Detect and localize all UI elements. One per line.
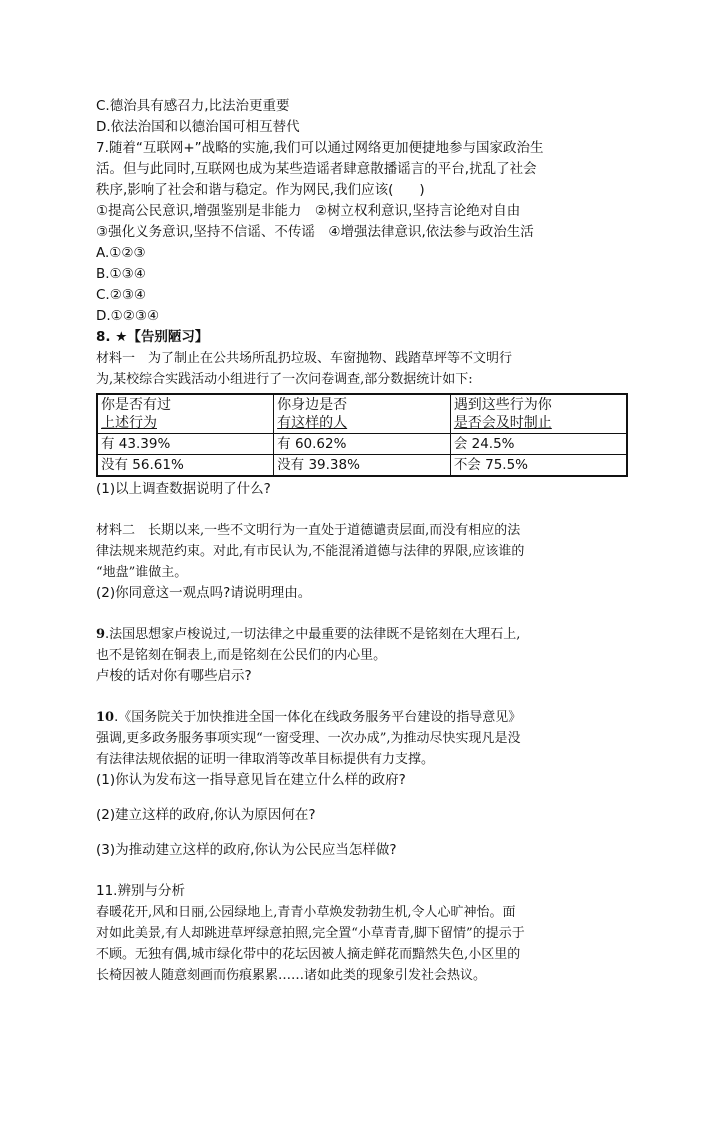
q8-sub-question-1: (1)以上调查数据说明了什么? — [96, 481, 271, 497]
q10-line: 有法律法规依据的证明一律取消等改革目标提供有力支撑。 — [96, 752, 435, 767]
table-row — [97, 434, 627, 455]
header-line: 你是否有过 — [101, 397, 171, 413]
question-9 — [96, 624, 626, 687]
header-line: 上述行为 — [101, 415, 157, 431]
q10-line — [96, 707, 626, 728]
header-line: 你身边是否 — [277, 397, 348, 413]
q10-sub-question-2: (2)建立这样的政府,你认为原因何在? — [96, 807, 316, 823]
q10-text: .《国务院关于加快推进全国一体化在线政务服务平台建设的指导意见》 — [114, 710, 522, 725]
q8-material-1-line: 材料一 为了制止在公共场所乱扔垃圾、车窗抛物、践踏草坪等不文明行 — [96, 351, 513, 366]
q6-option-c: C.德治具有感召力,比法治更重要 — [96, 98, 290, 114]
question-11 — [96, 881, 626, 986]
survey-table — [96, 393, 628, 477]
q8-material-2-line: 材料二 长期以来,一些不文明行为一直处于道德谴责层面,而没有相应的法 — [96, 523, 521, 538]
q9-text: .法国思想家卢梭说过,一切法律之中最重要的法律既不是铭刻在大理石上, — [105, 627, 521, 642]
table-cell: 会 24.5% — [450, 434, 627, 455]
header-line: 有这样的人 — [277, 415, 348, 431]
q9-question: 卢梭的话对你有哪些启示? — [96, 668, 252, 684]
table-cell: 有 43.39% — [97, 434, 274, 455]
table-header-cell — [97, 394, 274, 434]
q7-option-d: D.①②③④ — [96, 308, 160, 324]
q8-material-2-line: “地盘”谁做主。 — [96, 565, 188, 580]
q11-line: 对如此美景,有人却跳进草坪绿意拍照,完全置“小草青青,脚下留情”的提示于 — [96, 926, 525, 941]
q11-line: 春暖花开,风和日丽,公园绿地上,青青小草焕发勃勃生机,令人心旷神怡。面 — [96, 905, 516, 920]
q7-option-b: B.①③④ — [96, 266, 146, 282]
table-cell: 没有 39.38% — [274, 455, 451, 477]
exam-page — [96, 96, 626, 986]
q8-sub-question-2: (2)你同意这一观点吗?请说明理由。 — [96, 585, 312, 601]
table-cell: 不会 75.5% — [450, 455, 627, 477]
q9-number: 9 — [96, 627, 106, 642]
q6-options — [96, 96, 626, 138]
q8-material-2-line: 律法规来规范约束。对此,有市民认为,不能混淆道德与法律的界限,应该谁的 — [96, 544, 525, 559]
q7-option-c: C.②③④ — [96, 287, 147, 303]
q7-stem-line — [96, 180, 626, 201]
q11-title: 11.辨别与分析 — [96, 883, 185, 899]
table-cell: 没有 56.61% — [97, 455, 274, 477]
q7-statement: ①提高公民意识,增强鉴别是非能力 ②树立权利意识,坚持言论绝对自由 — [96, 203, 521, 219]
question-10 — [96, 707, 626, 861]
q9-line: 也不是铭刻在铜表上,而是铭刻在公民们的内心里。 — [96, 648, 387, 663]
q7-stem-text: 秩序,影响了社会和谐与稳定。作为网民,我们应该( — [96, 182, 394, 198]
q10-number: 10 — [96, 710, 115, 725]
q10-sub-question-3: (3)为推动建立这样的政府,你认为公民应当怎样做? — [96, 842, 397, 858]
q11-line: 长椅因被人随意刻画而伤痕累累……诸如此类的现象引发社会热议。 — [96, 968, 487, 983]
header-line: 是否会及时制止 — [453, 415, 552, 431]
question-7 — [96, 138, 626, 327]
q11-line: 不顾。无独有偶,城市绿化带中的花坛因被人摘走鲜花而黯然失色,小区里的 — [96, 947, 521, 962]
q8-title: 8. ★【告别陋习】 — [96, 329, 209, 345]
q7-statement: ③强化义务意识,坚持不信谣、不传谣 ④增强法律意识,依法参与政治生活 — [96, 224, 534, 240]
table-cell: 有 60.62% — [274, 434, 451, 455]
q7-option-a: A.①②③ — [96, 245, 146, 261]
q8-material-1-line: 为,某校综合实践活动小组进行了一次问卷调查,部分数据统计如下: — [96, 372, 473, 387]
table-header-row — [97, 394, 627, 434]
q7-stem-line: 7.随着“互联网+”战略的实施,我们可以通过网络更加便捷地参与国家政治生 — [96, 140, 544, 156]
q7-stem-line: 活。但与此同时,互联网也成为某些造谣者肆意散播谣言的平台,扰乱了社会 — [96, 161, 537, 177]
table-header-cell — [450, 394, 627, 434]
table-row — [97, 455, 627, 477]
question-8 — [96, 327, 626, 604]
header-line: 遇到这些行为你 — [453, 397, 552, 413]
q6-option-d: D.依法治国和以德治国可相互替代 — [96, 119, 300, 135]
q9-line — [96, 624, 626, 645]
table-header-cell — [274, 394, 451, 434]
q10-sub-question-1: (1)你认为发布这一指导意见旨在建立什么样的政府? — [96, 772, 406, 788]
q10-line: 强调,更多政务服务事项实现“一窗受理、一次办成”,为推动尽快实现凡是没 — [96, 731, 521, 746]
q7-stem-close: ) — [419, 182, 425, 198]
